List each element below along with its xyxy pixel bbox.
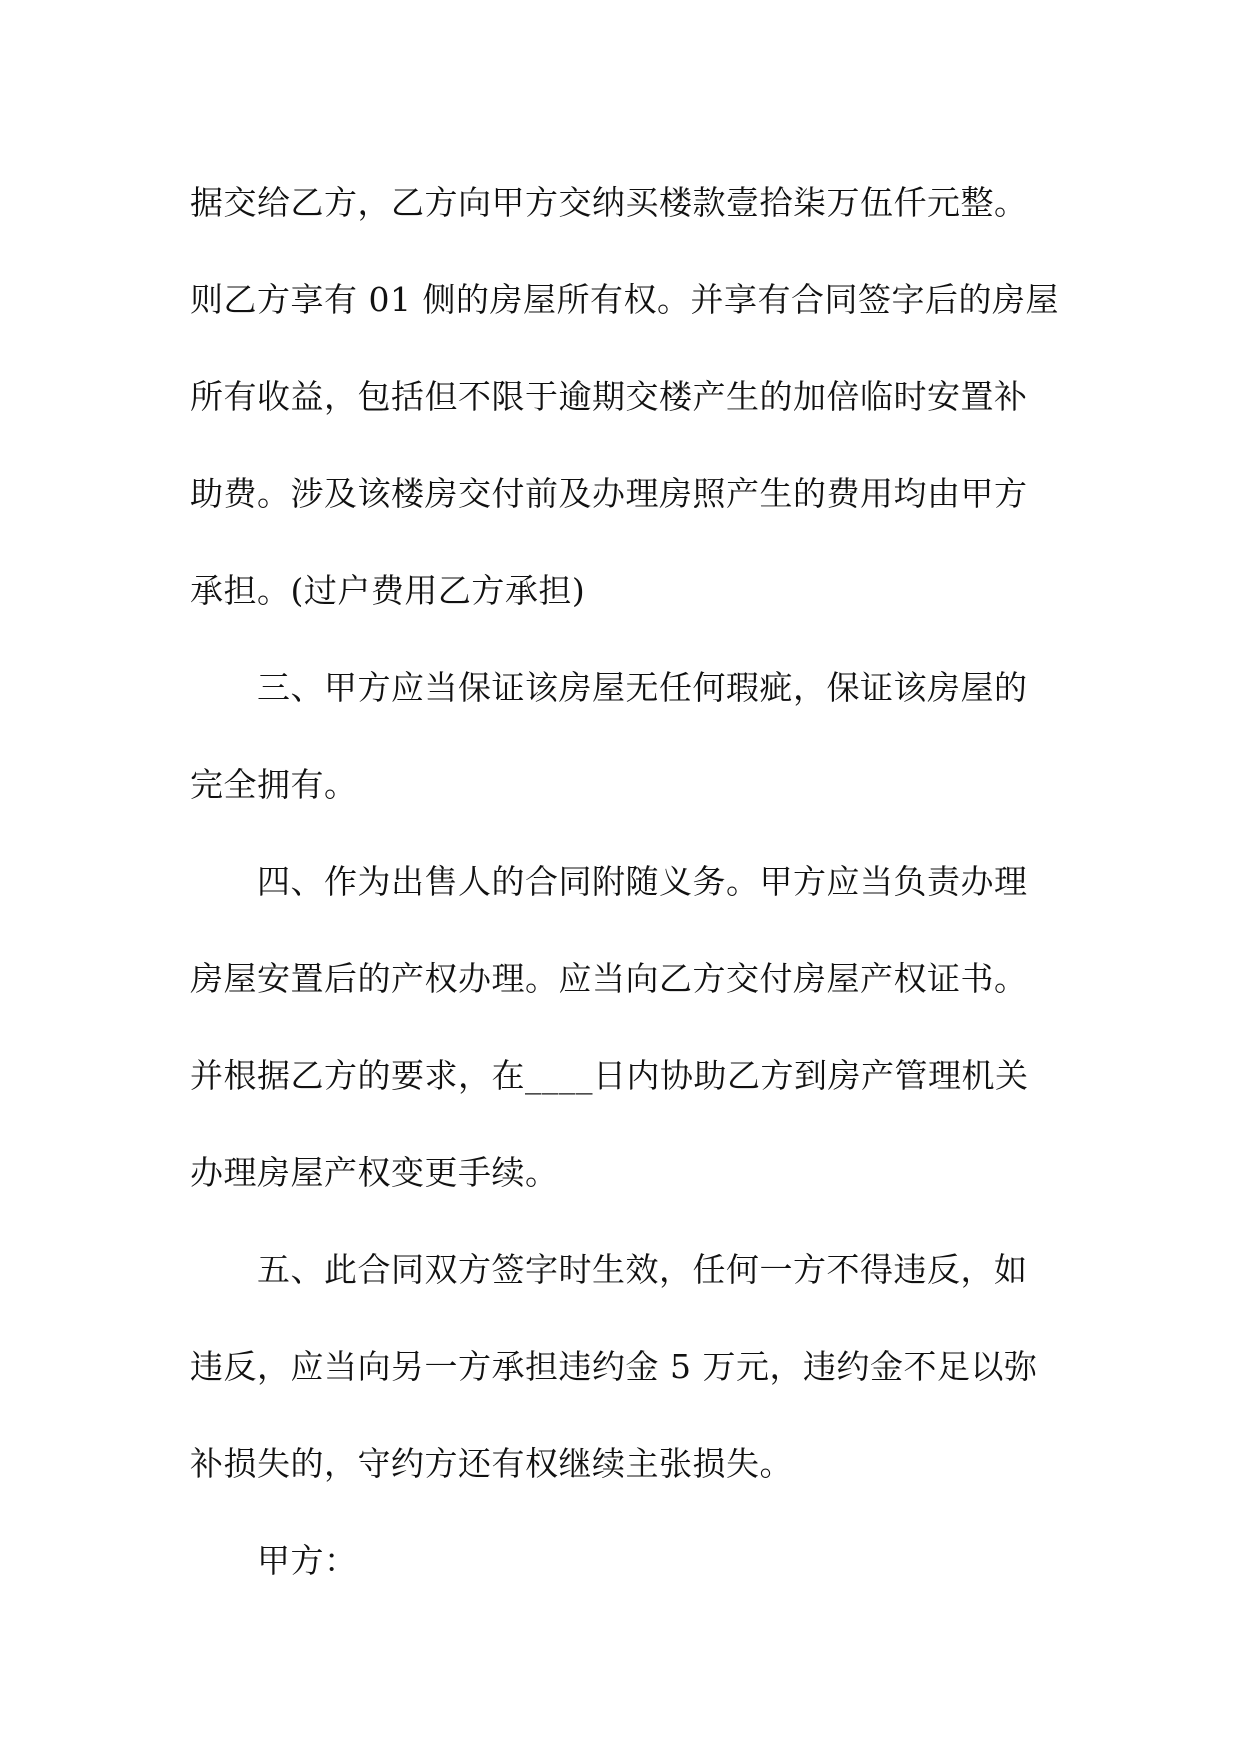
text-line: 助费。涉及该楼房交付前及办理房照产生的费用均由甲方 xyxy=(190,474,1028,513)
text-line: 完全拥有。 xyxy=(190,765,358,804)
text-line: 并根据乙方的要求，在____日内协助乙方到房产管理机关 xyxy=(190,1056,1029,1095)
text-line: 办理房屋产权变更手续。 xyxy=(190,1153,559,1192)
text-line: 房屋安置后的产权办理。应当向乙方交付房屋产权证书。 xyxy=(190,959,1028,998)
text-line: 承担。(过户费用乙方承担) xyxy=(190,571,586,610)
party-a-signature-label: 甲方： xyxy=(257,1541,358,1580)
clause-3-start: 三、甲方应当保证该房屋无任何瑕疵，保证该房屋的 xyxy=(257,668,1028,707)
text-line: 据交给乙方，乙方向甲方交纳买楼款壹拾柒万伍仟元整。 xyxy=(190,183,1028,222)
clause-5-start: 五、此合同双方签字时生效，任何一方不得违反，如 xyxy=(257,1250,1028,1289)
text-line: 则乙方享有 01 侧的房屋所有权。并享有合同签字后的房屋 xyxy=(190,280,1059,319)
text-line: 违反，应当向另一方承担违约金 5 万元，违约金不足以弥 xyxy=(190,1347,1038,1386)
clause-4-start: 四、作为出售人的合同附随义务。甲方应当负责办理 xyxy=(257,862,1028,901)
text-line: 补损失的，守约方还有权继续主张损失。 xyxy=(190,1444,793,1483)
text-line: 所有收益，包括但不限于逾期交楼产生的加倍临时安置补 xyxy=(190,377,1028,416)
